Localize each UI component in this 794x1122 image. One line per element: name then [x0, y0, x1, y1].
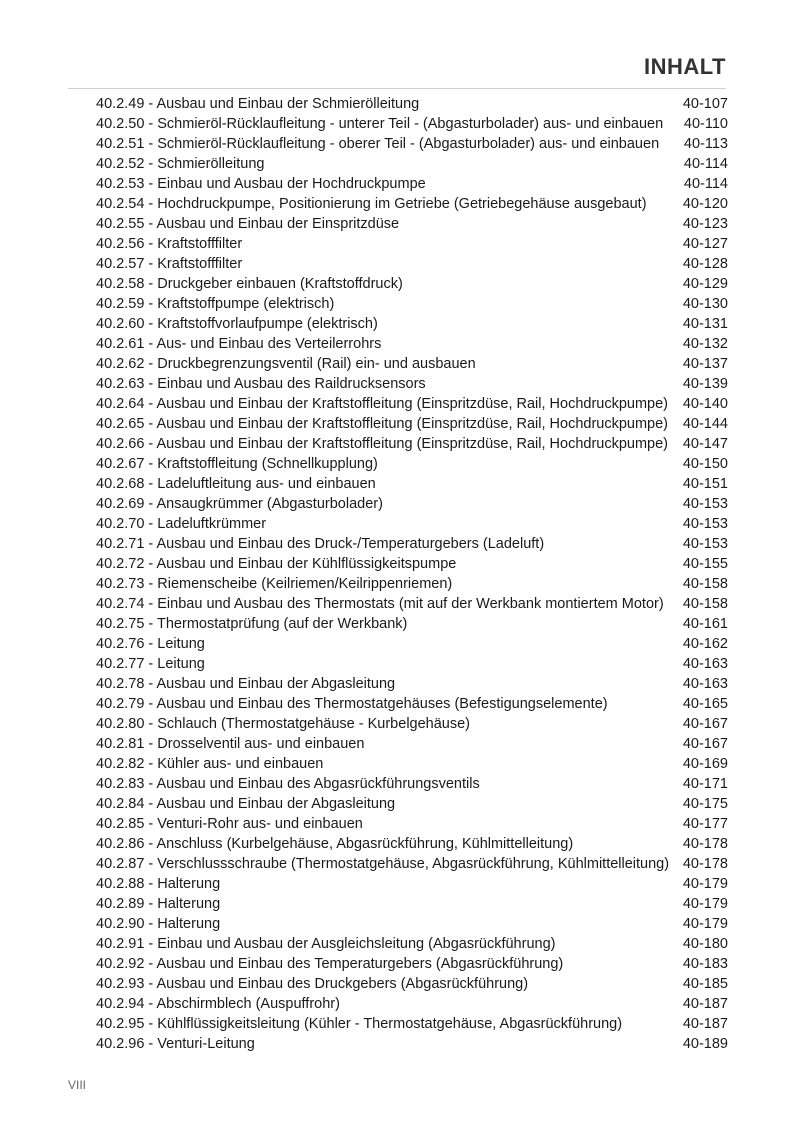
toc-entry — [96, 1014, 728, 1034]
toc-entry-page: 40-139 — [682, 376, 728, 392]
toc-entry-page: 40-179 — [682, 916, 728, 932]
toc-entry — [96, 294, 728, 314]
toc-entry — [96, 694, 728, 714]
toc-entry-page: 40-140 — [682, 396, 728, 412]
toc-entry-title: 40.2.93 - Ausbau und Einbau des Druckgebers (Abgasrückführung) — [96, 976, 529, 992]
toc-entry-page: 40-128 — [682, 256, 728, 272]
toc-entry — [96, 1034, 728, 1054]
toc-entry-title: 40.2.68 - Ladeluftleitung aus- und einbauen — [96, 476, 376, 492]
toc-entry-title: 40.2.72 - Ausbau und Einbau der Kühlflüssigkeitspumpe — [96, 556, 457, 572]
toc-entry-page: 40-161 — [682, 616, 728, 632]
toc-entry-page: 40-113 — [683, 136, 728, 152]
toc-entry-page: 40-127 — [682, 236, 728, 252]
toc-entry-title: 40.2.79 - Ausbau und Einbau des Thermostatgehäuses (Befestigungselemente) — [96, 696, 608, 712]
toc-entry-title: 40.2.52 - Schmierölleitung — [96, 156, 265, 172]
toc-entry-title: 40.2.94 - Abschirmblech (Auspuffrohr) — [96, 996, 340, 1012]
toc-entry-page: 40-178 — [682, 856, 728, 872]
toc-entry-page: 40-171 — [682, 776, 728, 792]
toc-entry — [96, 534, 728, 554]
toc-entry-page: 40-158 — [682, 596, 728, 612]
toc-entry — [96, 474, 728, 494]
toc-entry-title: 40.2.59 - Kraftstoffpumpe (elektrisch) — [96, 296, 335, 312]
toc-entry-page: 40-187 — [682, 996, 728, 1012]
toc-entry — [96, 314, 728, 334]
toc-entry — [96, 914, 728, 934]
toc-entry — [96, 174, 728, 194]
toc-entry-title: 40.2.67 - Kraftstoffleitung (Schnellkupplung) — [96, 456, 378, 472]
toc-entry-title: 40.2.73 - Riemenscheibe (Keilriemen/Keilrippenriemen) — [96, 576, 453, 592]
toc-entry-title: 40.2.65 - Ausbau und Einbau der Kraftstoffleitung (Einspritzdüse, Rail, Hochdruckpumpe) — [96, 416, 669, 432]
toc-entry-title: 40.2.87 - Verschlussschraube (Thermostatgehäuse, Abgasrückführung, Kühlmittelleitung) — [96, 856, 670, 872]
toc-entry — [96, 154, 728, 174]
toc-entry-title: 40.2.76 - Leitung — [96, 636, 205, 652]
toc-entry-page: 40-175 — [682, 796, 728, 812]
toc-entry — [96, 514, 728, 534]
toc-entry — [96, 414, 728, 434]
toc-entry-page: 40-167 — [682, 736, 728, 752]
toc-entry — [96, 194, 728, 214]
toc-entry-title: 40.2.55 - Ausbau und Einbau der Einspritzdüse — [96, 216, 400, 232]
toc-entry — [96, 214, 728, 234]
toc-entry-title: 40.2.70 - Ladeluftkrümmer — [96, 516, 267, 532]
toc-entry-page: 40-153 — [682, 536, 728, 552]
page-number: VIII — [68, 1078, 87, 1092]
toc-entry — [96, 934, 728, 954]
toc-entry-page: 40-189 — [682, 1036, 728, 1052]
toc-entry — [96, 574, 728, 594]
toc-entry-title: 40.2.60 - Kraftstoffvorlaufpumpe (elektrisch) — [96, 316, 378, 332]
toc-entry-title: 40.2.78 - Ausbau und Einbau der Abgasleitung — [96, 676, 396, 692]
toc-entry — [96, 334, 728, 354]
toc-entry-page: 40-158 — [682, 576, 728, 592]
toc-entry-page: 40-107 — [682, 96, 728, 112]
toc-entry-title: 40.2.54 - Hochdruckpumpe, Positionierung im Getriebe (Getriebegehäuse ausgebaut) — [96, 196, 647, 212]
toc-entry — [96, 974, 728, 994]
toc-entry-page: 40-137 — [682, 356, 728, 372]
toc-entry — [96, 554, 728, 574]
toc-entry-page: 40-110 — [683, 116, 728, 132]
toc-entry — [96, 374, 728, 394]
toc-entry-title: 40.2.81 - Drosselventil aus- und einbauen — [96, 736, 365, 752]
toc-entry — [96, 854, 728, 874]
toc-entry-title: 40.2.51 - Schmieröl-Rücklaufleitung - oberer Teil - (Abgasturbolader) aus- und einbauen — [96, 136, 660, 152]
toc-entry-page: 40-132 — [682, 336, 728, 352]
toc-entry — [96, 634, 728, 654]
toc-entry-title: 40.2.88 - Halterung — [96, 876, 221, 892]
toc-entry-title: 40.2.92 - Ausbau und Einbau des Temperaturgebers (Abgasrückführung) — [96, 956, 564, 972]
toc-entry — [96, 774, 728, 794]
toc-entry-page: 40-179 — [682, 876, 728, 892]
toc-entry-title: 40.2.83 - Ausbau und Einbau des Abgasrückführungsventils — [96, 776, 480, 792]
toc-entry-page: 40-169 — [682, 756, 728, 772]
toc-entry-title: 40.2.69 - Ansaugkrümmer (Abgasturbolader) — [96, 496, 383, 512]
toc-entry-page: 40-114 — [683, 176, 728, 192]
toc-entry-title: 40.2.56 - Kraftstofffilter — [96, 236, 243, 252]
toc-entry — [96, 954, 728, 974]
toc-entry-title: 40.2.58 - Druckgeber einbauen (Kraftstoffdruck) — [96, 276, 403, 292]
toc-entry-title: 40.2.82 - Kühler aus- und einbauen — [96, 756, 324, 772]
toc-entry — [96, 254, 728, 274]
toc-entry — [96, 494, 728, 514]
toc-entry-page: 40-183 — [682, 956, 728, 972]
toc-entry-title: 40.2.89 - Halterung — [96, 896, 221, 912]
toc-entry-page: 40-165 — [682, 696, 728, 712]
toc-entry-title: 40.2.50 - Schmieröl-Rücklaufleitung - unterer Teil - (Abgasturbolader) aus- und einbauen — [96, 116, 664, 132]
toc-entry — [96, 754, 728, 774]
toc-entry-page: 40-185 — [682, 976, 728, 992]
toc-entry-title: 40.2.74 - Einbau und Ausbau des Thermostats (mit auf der Werkbank montiertem Motor) — [96, 596, 664, 612]
toc-entry-title: 40.2.66 - Ausbau und Einbau der Kraftstoffleitung (Einspritzdüse, Rail, Hochdruckpumpe) — [96, 436, 669, 452]
toc-entry — [96, 994, 728, 1014]
toc-entry-page: 40-177 — [682, 816, 728, 832]
header-divider — [68, 88, 726, 89]
toc-entry — [96, 134, 728, 154]
toc-entry-title: 40.2.91 - Einbau und Ausbau der Ausgleichsleitung (Abgasrückführung) — [96, 936, 556, 952]
toc-entry — [96, 614, 728, 634]
toc-entry-title: 40.2.57 - Kraftstofffilter — [96, 256, 243, 272]
toc-entry — [96, 814, 728, 834]
toc-entry-title: 40.2.64 - Ausbau und Einbau der Kraftstoffleitung (Einspritzdüse, Rail, Hochdruckpumpe) — [96, 396, 669, 412]
toc-entry-title: 40.2.86 - Anschluss (Kurbelgehäuse, Abgasrückführung, Kühlmittelleitung) — [96, 836, 574, 852]
toc-entry-title: 40.2.53 - Einbau und Ausbau der Hochdruckpumpe — [96, 176, 426, 192]
toc-entry-title: 40.2.84 - Ausbau und Einbau der Abgasleitung — [96, 796, 396, 812]
toc-entry-title: 40.2.63 - Einbau und Ausbau des Raildrucksensors — [96, 376, 426, 392]
toc-entry — [96, 874, 728, 894]
toc-entry-page: 40-153 — [682, 516, 728, 532]
toc-entry-title: 40.2.96 - Venturi-Leitung — [96, 1036, 255, 1052]
toc-entry — [96, 114, 728, 134]
toc-entry — [96, 894, 728, 914]
toc-entry-page: 40-114 — [683, 156, 728, 172]
toc-entry — [96, 794, 728, 814]
table-of-contents — [96, 94, 728, 1054]
toc-entry-page: 40-163 — [682, 676, 728, 692]
toc-entry-title: 40.2.90 - Halterung — [96, 916, 221, 932]
toc-entry-page: 40-187 — [682, 1016, 728, 1032]
toc-entry-page: 40-147 — [682, 436, 728, 452]
toc-entry-title: 40.2.62 - Druckbegrenzungsventil (Rail) ein- und ausbauen — [96, 356, 476, 372]
toc-entry — [96, 234, 728, 254]
toc-entry-page: 40-155 — [682, 556, 728, 572]
toc-entry-title: 40.2.49 - Ausbau und Einbau der Schmierölleitung — [96, 96, 420, 112]
toc-entry-title: 40.2.75 - Thermostatprüfung (auf der Werkbank) — [96, 616, 408, 632]
toc-entry-page: 40-130 — [682, 296, 728, 312]
toc-entry-page: 40-150 — [682, 456, 728, 472]
toc-entry-page: 40-120 — [682, 196, 728, 212]
toc-entry — [96, 594, 728, 614]
toc-entry-title: 40.2.80 - Schlauch (Thermostatgehäuse - Kurbelgehäuse) — [96, 716, 470, 732]
toc-entry-page: 40-123 — [682, 216, 728, 232]
page-title: INHALT — [643, 54, 726, 79]
toc-entry — [96, 354, 728, 374]
toc-entry — [96, 734, 728, 754]
toc-entry-page: 40-162 — [682, 636, 728, 652]
toc-entry — [96, 834, 728, 854]
toc-entry — [96, 434, 728, 454]
toc-entry — [96, 94, 728, 114]
toc-entry-page: 40-144 — [682, 416, 728, 432]
toc-entry-title: 40.2.61 - Aus- und Einbau des Verteilerrohrs — [96, 336, 382, 352]
toc-entry — [96, 674, 728, 694]
toc-entry — [96, 654, 728, 674]
toc-entry-page: 40-131 — [682, 316, 728, 332]
toc-entry-page: 40-179 — [682, 896, 728, 912]
toc-entry-title: 40.2.77 - Leitung — [96, 656, 205, 672]
toc-entry-title: 40.2.95 - Kühlflüssigkeitsleitung (Kühler - Thermostatgehäuse, Abgasrückführung) — [96, 1016, 623, 1032]
toc-entry-page: 40-167 — [682, 716, 728, 732]
toc-entry — [96, 454, 728, 474]
toc-entry-title: 40.2.71 - Ausbau und Einbau des Druck-/Temperaturgebers (Ladeluft) — [96, 536, 545, 552]
toc-entry — [96, 274, 728, 294]
toc-entry — [96, 714, 728, 734]
toc-entry-page: 40-153 — [682, 496, 728, 512]
toc-entry — [96, 394, 728, 414]
toc-entry-page: 40-151 — [682, 476, 728, 492]
toc-entry-page: 40-180 — [682, 936, 728, 952]
toc-entry-page: 40-129 — [682, 276, 728, 292]
toc-entry-page: 40-178 — [682, 836, 728, 852]
toc-entry-title: 40.2.85 - Venturi-Rohr aus- und einbauen — [96, 816, 363, 832]
toc-entry-page: 40-163 — [682, 656, 728, 672]
